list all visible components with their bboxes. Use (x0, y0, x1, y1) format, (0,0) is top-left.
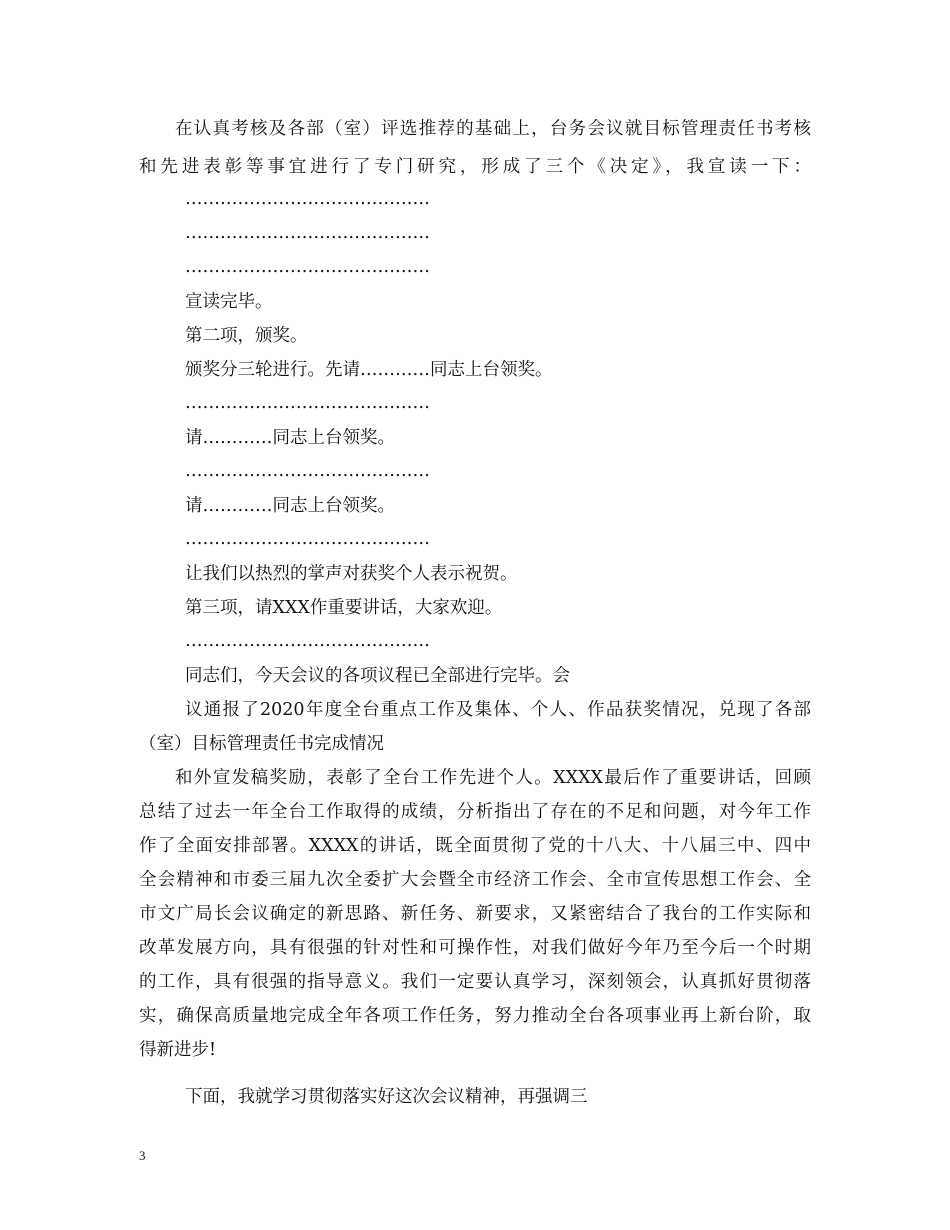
closing-text: 议通报了2020年度全台重点工作及集体、个人、作品获奖情况，兑现了各部 (185, 700, 811, 720)
paragraph-line: 作了全面安排部署。XXXX的讲话，既全面贯彻了党的十八大、十八届三中、四中 (139, 836, 811, 856)
read-done-text: 宣读完毕。 (185, 292, 273, 312)
paragraph-line: 改革发展方向，具有很强的针对性和可操作性，对我们做好今年乃至今后一个时期 (139, 938, 811, 958)
paragraph-line: 实，确保高质量地完成全年各项工作任务，努力推动全台各项事业再上新台阶，取 (139, 1006, 811, 1026)
agenda-item-2: 第二项，颁奖。 (185, 326, 308, 346)
paragraph-line: 下面，我就学习贯彻落实好这次会议精神，再强调三 (185, 1087, 588, 1107)
page-number: 3 (139, 1148, 146, 1163)
paragraph-line: 全会精神和市委三届九次全委扩大会暨全市经济工作会、全市宣传思想工作会、全 (139, 870, 811, 890)
award-call-text: 请…………同志上台领奖。 (185, 496, 395, 516)
closing-text: 同志们，今天会议的各项议程已全部进行完毕。会 (185, 666, 570, 686)
paragraph-line: 市文广局长会议确定的新思路、新任务、新要求，又紧密结合了我台的工作实际和 (139, 904, 811, 924)
award-call-text: 请…………同志上台领奖。 (185, 428, 395, 448)
applause-text: 让我们以热烈的掌声对获奖个人表示祝贺。 (185, 564, 518, 584)
closing-text: （室）目标管理责任书完成情况 (139, 734, 384, 754)
ellipsis-line: …………………………………… (185, 257, 430, 277)
agenda-item-3: 第三项，请XXX作重要讲话，大家欢迎。 (185, 598, 503, 618)
paragraph-line: 的工作，具有很强的指导意义。我们一定要认真学习，深刻领会，认真抓好贯彻落 (139, 972, 811, 992)
paragraph-line: 得新进步! (139, 1040, 217, 1060)
ellipsis-line: …………………………………… (185, 189, 430, 209)
ellipsis-line: …………………………………… (185, 223, 430, 243)
ellipsis-line: …………………………………… (185, 461, 430, 481)
award-intro-text: 颁奖分三轮进行。先请…………同志上台领奖。 (185, 360, 553, 380)
ellipsis-line: …………………………………… (185, 393, 430, 413)
ellipsis-line: …………………………………… (185, 631, 430, 651)
paragraph-line: 和外宣发稿奖励，表彰了全台工作先进个人。XXXX最后作了重要讲话，回顾 (175, 768, 811, 788)
paragraph-line: 总结了过去一年全台工作取得的成绩，分析指出了存在的不足和问题，对今年工作 (139, 802, 811, 822)
paragraph-line: 在认真考核及各部（室）评选推荐的基础上，台务会议就目标管理责任书考核 (175, 119, 811, 139)
ellipsis-line: …………………………………… (185, 529, 430, 549)
paragraph-line: 和先进表彰等事宜进行了专门研究，形成了三个《决定》，我宣读一下： (139, 157, 811, 177)
